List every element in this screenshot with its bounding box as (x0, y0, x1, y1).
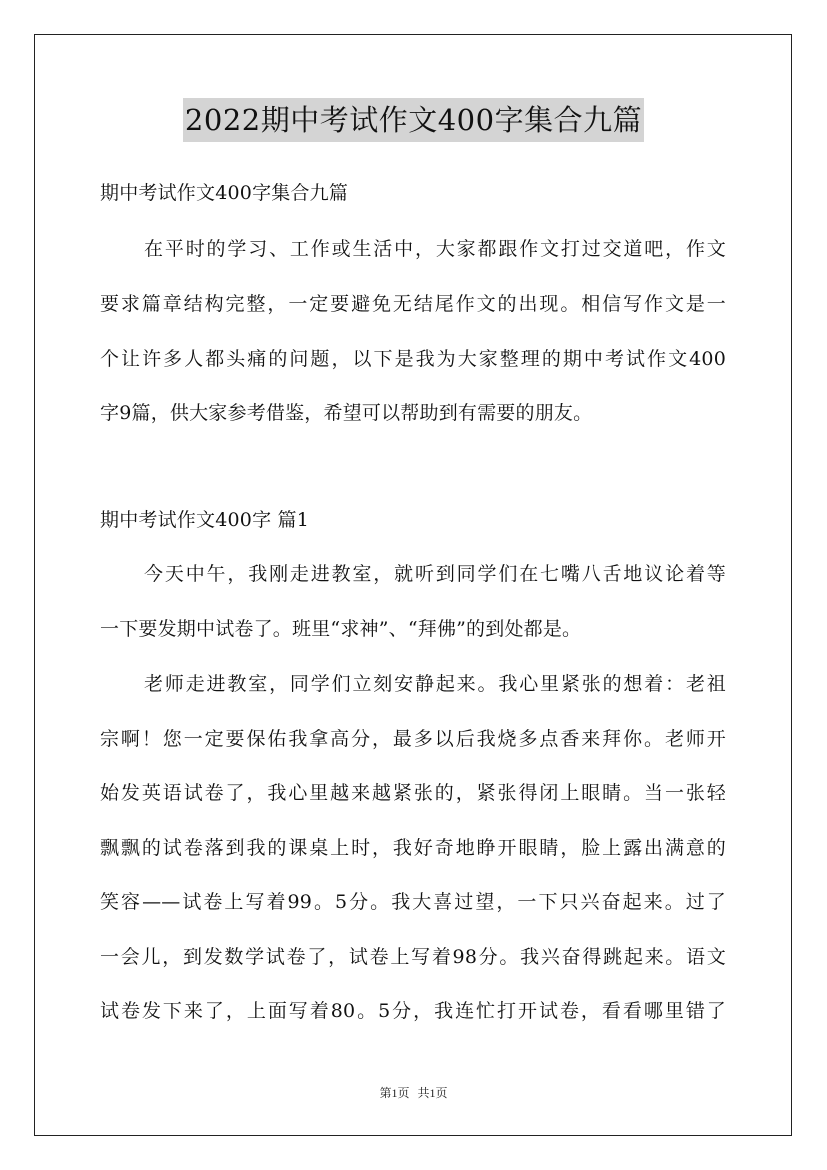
document-subtitle: 期中考试作文400字集合九篇 (100, 182, 349, 204)
section-heading: 期中考试作文400字 篇1 (100, 509, 309, 531)
paragraph-line: 一下要发期中试卷了。班里“求神”、“拜佛”的到处都是。 (100, 618, 582, 640)
intro-line: 在平时的学习、工作或生活中，大家都跟作文打过交道吧，作文 (144, 238, 726, 260)
paragraph-line: 今天中午，我刚走进教室，就听到同学们在七嘴八舌地议论着等 (144, 563, 726, 585)
page-number-current: 第1页 (379, 1086, 410, 1100)
paragraph-line: 试卷发下来了，上面写着80。5分，我连忙打开试卷，看看哪里错了 (100, 1000, 726, 1022)
title-container (0, 98, 827, 142)
paragraph-line: 一会儿，到发数学试卷了，试卷上写着98分。我兴奋得跳起来。语文 (100, 946, 726, 968)
paragraph-line: 宗啊！您一定要保佑我拿高分，最多以后我烧多点香来拜你。老师开 (100, 728, 726, 750)
intro-line: 要求篇章结构完整，一定要避免无结尾作文的出现。相信写作文是一 (100, 293, 726, 315)
page-number-total: 共1页 (417, 1086, 448, 1100)
paragraph-line: 笑容——试卷上写着99。5分。我大喜过望，一下只兴奋起来。过了 (100, 891, 726, 913)
paragraph-line: 老师走进教室，同学们立刻安静起来。我心里紧张的想着：老祖 (144, 673, 726, 695)
intro-line: 字9篇，供大家参考借鉴，希望可以帮助到有需要的朋友。 (100, 402, 593, 424)
paragraph-line: 飘飘的试卷落到我的课桌上时，我好奇地睁开眼睛，脸上露出满意的 (100, 837, 726, 859)
page-footer (0, 1084, 827, 1101)
intro-line: 个让许多人都头痛的问题，以下是我为大家整理的期中考试作文400 (100, 348, 726, 370)
paragraph-line: 始发英语试卷了，我心里越来越紧张的，紧张得闭上眼睛。当一张轻 (100, 782, 726, 804)
document-title: 2022期中考试作文400字集合九篇 (183, 98, 644, 142)
